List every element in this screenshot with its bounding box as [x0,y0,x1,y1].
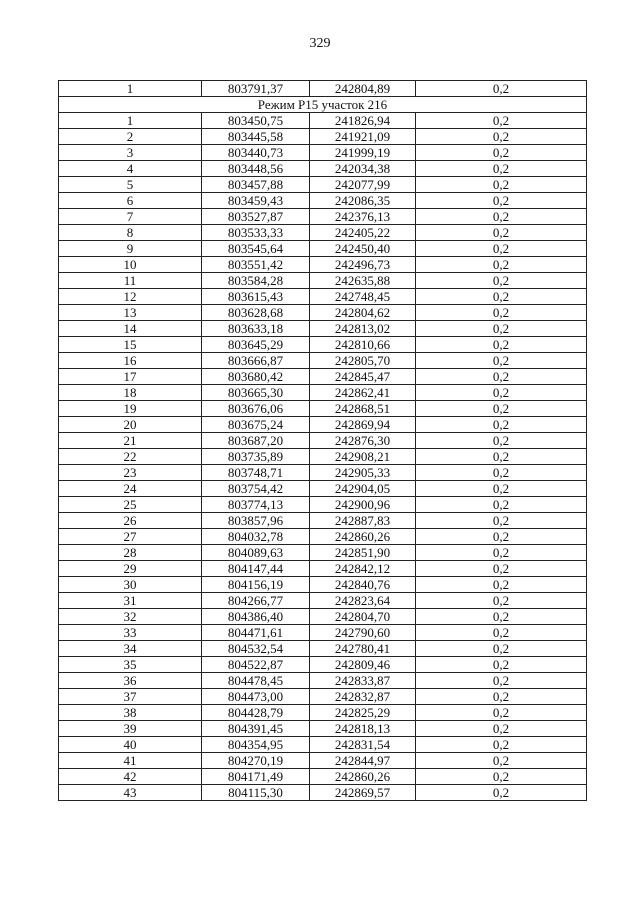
value-cell: 0,2 [416,497,587,513]
value-cell: 0,2 [416,449,587,465]
value-cell: 0,2 [416,81,587,97]
value-cell: 0,2 [416,209,587,225]
table-row [59,353,587,369]
section-title: Режим Р15 участок 216 [59,97,587,113]
y-coordinate-cell: 242900,96 [310,497,416,513]
table-row [59,657,587,673]
x-coordinate-cell: 804115,30 [202,785,310,801]
x-coordinate-cell: 804171,49 [202,769,310,785]
y-coordinate-cell: 242844,97 [310,753,416,769]
table-row [59,481,587,497]
coordinates-table-body [59,81,587,801]
y-coordinate-cell: 242818,13 [310,721,416,737]
value-cell: 0,2 [416,481,587,497]
value-cell: 0,2 [416,273,587,289]
x-coordinate-cell: 804147,44 [202,561,310,577]
y-coordinate-cell: 242450,40 [310,241,416,257]
table-row [59,705,587,721]
table-row [59,161,587,177]
y-coordinate-cell: 242496,73 [310,257,416,273]
y-coordinate-cell: 242804,70 [310,609,416,625]
table-row [59,305,587,321]
x-coordinate-cell: 804266,77 [202,593,310,609]
value-cell: 0,2 [416,145,587,161]
table-row [59,81,587,97]
y-coordinate-cell: 242905,33 [310,465,416,481]
y-coordinate-cell: 242862,41 [310,385,416,401]
x-coordinate-cell: 803774,13 [202,497,310,513]
table-row [59,321,587,337]
value-cell: 0,2 [416,705,587,721]
point-number-cell: 4 [59,161,202,177]
y-coordinate-cell: 242842,12 [310,561,416,577]
x-coordinate-cell: 803675,24 [202,417,310,433]
table-row [59,113,587,129]
value-cell: 0,2 [416,769,587,785]
x-coordinate-cell: 803448,56 [202,161,310,177]
point-number-cell: 23 [59,465,202,481]
x-coordinate-cell: 803445,58 [202,129,310,145]
point-number-cell: 41 [59,753,202,769]
table-row [59,257,587,273]
page-number: 329 [309,36,331,51]
value-cell: 0,2 [416,657,587,673]
point-number-cell: 28 [59,545,202,561]
point-number-cell: 2 [59,129,202,145]
coordinates-table [58,80,587,801]
x-coordinate-cell: 803457,88 [202,177,310,193]
value-cell: 0,2 [416,257,587,273]
y-coordinate-cell: 242876,30 [310,433,416,449]
value-cell: 0,2 [416,289,587,305]
table-row [59,177,587,193]
y-coordinate-cell: 242860,26 [310,529,416,545]
point-number-cell: 39 [59,721,202,737]
table-row [59,369,587,385]
y-coordinate-cell: 242813,02 [310,321,416,337]
y-coordinate-cell: 242086,35 [310,193,416,209]
value-cell: 0,2 [416,305,587,321]
point-number-cell: 32 [59,609,202,625]
point-number-cell: 42 [59,769,202,785]
x-coordinate-cell: 803666,87 [202,353,310,369]
table-row [59,465,587,481]
value-cell: 0,2 [416,465,587,481]
point-number-cell: 27 [59,529,202,545]
x-coordinate-cell: 803665,30 [202,385,310,401]
table-row [59,721,587,737]
point-number-cell: 36 [59,673,202,689]
y-coordinate-cell: 242840,76 [310,577,416,593]
point-number-cell: 21 [59,433,202,449]
x-coordinate-cell: 803735,89 [202,449,310,465]
value-cell: 0,2 [416,113,587,129]
value-cell: 0,2 [416,545,587,561]
point-number-cell: 34 [59,641,202,657]
x-coordinate-cell: 803450,75 [202,113,310,129]
value-cell: 0,2 [416,513,587,529]
value-cell: 0,2 [416,689,587,705]
table-row [59,529,587,545]
point-number-cell: 7 [59,209,202,225]
point-number-cell: 10 [59,257,202,273]
value-cell: 0,2 [416,785,587,801]
value-cell: 0,2 [416,641,587,657]
x-coordinate-cell: 804471,61 [202,625,310,641]
x-coordinate-cell: 804156,19 [202,577,310,593]
y-coordinate-cell: 242034,38 [310,161,416,177]
point-number-cell: 13 [59,305,202,321]
value-cell: 0,2 [416,193,587,209]
x-coordinate-cell: 803633,18 [202,321,310,337]
table-row [59,385,587,401]
y-coordinate-cell: 242831,54 [310,737,416,753]
point-number-cell: 19 [59,401,202,417]
x-coordinate-cell: 803527,87 [202,209,310,225]
y-coordinate-cell: 242825,29 [310,705,416,721]
y-coordinate-cell: 242809,46 [310,657,416,673]
x-coordinate-cell: 804428,79 [202,705,310,721]
point-number-cell: 43 [59,785,202,801]
y-coordinate-cell: 242748,45 [310,289,416,305]
value-cell: 0,2 [416,417,587,433]
point-number-cell: 12 [59,289,202,305]
y-coordinate-cell: 242376,13 [310,209,416,225]
value-cell: 0,2 [416,561,587,577]
point-number-cell: 25 [59,497,202,513]
table-row [59,785,587,801]
value-cell: 0,2 [416,401,587,417]
value-cell: 0,2 [416,353,587,369]
point-number-cell: 1 [59,113,202,129]
value-cell: 0,2 [416,241,587,257]
x-coordinate-cell: 804478,45 [202,673,310,689]
value-cell: 0,2 [416,177,587,193]
table-row [59,689,587,705]
x-coordinate-cell: 803748,71 [202,465,310,481]
y-coordinate-cell: 242635,88 [310,273,416,289]
point-number-cell: 29 [59,561,202,577]
table-row [59,401,587,417]
value-cell: 0,2 [416,369,587,385]
x-coordinate-cell: 803615,43 [202,289,310,305]
y-coordinate-cell: 242833,87 [310,673,416,689]
x-coordinate-cell: 804532,54 [202,641,310,657]
point-number-cell: 1 [59,81,202,97]
y-coordinate-cell: 242869,57 [310,785,416,801]
x-coordinate-cell: 804089,63 [202,545,310,561]
table-row [59,209,587,225]
table-row [59,545,587,561]
table-row [59,769,587,785]
point-number-cell: 9 [59,241,202,257]
value-cell: 0,2 [416,129,587,145]
y-coordinate-cell: 242077,99 [310,177,416,193]
point-number-cell: 16 [59,353,202,369]
y-coordinate-cell: 241999,19 [310,145,416,161]
value-cell: 0,2 [416,737,587,753]
table-row [59,433,587,449]
x-coordinate-cell: 803645,29 [202,337,310,353]
x-coordinate-cell: 804270,19 [202,753,310,769]
value-cell: 0,2 [416,385,587,401]
point-number-cell: 40 [59,737,202,753]
table-row [59,417,587,433]
y-coordinate-cell: 242804,62 [310,305,416,321]
value-cell: 0,2 [416,593,587,609]
x-coordinate-cell: 803440,73 [202,145,310,161]
y-coordinate-cell: 242405,22 [310,225,416,241]
y-coordinate-cell: 242845,47 [310,369,416,385]
x-coordinate-cell: 803676,06 [202,401,310,417]
value-cell: 0,2 [416,433,587,449]
x-coordinate-cell: 804354,95 [202,737,310,753]
y-coordinate-cell: 241921,09 [310,129,416,145]
x-coordinate-cell: 803545,64 [202,241,310,257]
value-cell: 0,2 [416,321,587,337]
x-coordinate-cell: 803680,42 [202,369,310,385]
point-number-cell: 22 [59,449,202,465]
value-cell: 0,2 [416,673,587,689]
table-row [59,513,587,529]
x-coordinate-cell: 804522,87 [202,657,310,673]
table-row [59,737,587,753]
x-coordinate-cell: 803584,28 [202,273,310,289]
value-cell: 0,2 [416,161,587,177]
y-coordinate-cell: 242868,51 [310,401,416,417]
x-coordinate-cell: 803628,68 [202,305,310,321]
point-number-cell: 24 [59,481,202,497]
value-cell: 0,2 [416,225,587,241]
table-row [59,593,587,609]
table-row [59,145,587,161]
section-header-row [59,97,587,113]
y-coordinate-cell: 242869,94 [310,417,416,433]
table-row [59,497,587,513]
point-number-cell: 31 [59,593,202,609]
x-coordinate-cell: 803791,37 [202,81,310,97]
table-row [59,577,587,593]
y-coordinate-cell: 242823,64 [310,593,416,609]
value-cell: 0,2 [416,609,587,625]
table-row [59,289,587,305]
point-number-cell: 26 [59,513,202,529]
y-coordinate-cell: 242780,41 [310,641,416,657]
point-number-cell: 18 [59,385,202,401]
x-coordinate-cell: 804032,78 [202,529,310,545]
table-row [59,673,587,689]
table-row [59,193,587,209]
table-row [59,641,587,657]
x-coordinate-cell: 804473,00 [202,689,310,705]
x-coordinate-cell: 804386,40 [202,609,310,625]
x-coordinate-cell: 803459,43 [202,193,310,209]
y-coordinate-cell: 242904,05 [310,481,416,497]
point-number-cell: 37 [59,689,202,705]
table-row [59,337,587,353]
point-number-cell: 17 [59,369,202,385]
point-number-cell: 15 [59,337,202,353]
y-coordinate-cell: 242860,26 [310,769,416,785]
table-row [59,129,587,145]
point-number-cell: 38 [59,705,202,721]
value-cell: 0,2 [416,625,587,641]
point-number-cell: 8 [59,225,202,241]
point-number-cell: 33 [59,625,202,641]
x-coordinate-cell: 803687,20 [202,433,310,449]
point-number-cell: 14 [59,321,202,337]
point-number-cell: 3 [59,145,202,161]
table-row [59,609,587,625]
y-coordinate-cell: 242851,90 [310,545,416,561]
x-coordinate-cell: 803754,42 [202,481,310,497]
y-coordinate-cell: 242790,60 [310,625,416,641]
value-cell: 0,2 [416,529,587,545]
value-cell: 0,2 [416,721,587,737]
table-row [59,273,587,289]
x-coordinate-cell: 803533,33 [202,225,310,241]
x-coordinate-cell: 803857,96 [202,513,310,529]
point-number-cell: 6 [59,193,202,209]
table-row [59,561,587,577]
y-coordinate-cell: 242804,89 [310,81,416,97]
point-number-cell: 30 [59,577,202,593]
x-coordinate-cell: 803551,42 [202,257,310,273]
value-cell: 0,2 [416,753,587,769]
x-coordinate-cell: 804391,45 [202,721,310,737]
table-row [59,225,587,241]
value-cell: 0,2 [416,577,587,593]
table-row [59,241,587,257]
point-number-cell: 35 [59,657,202,673]
y-coordinate-cell: 242887,83 [310,513,416,529]
value-cell: 0,2 [416,337,587,353]
y-coordinate-cell: 242805,70 [310,353,416,369]
table-row [59,449,587,465]
table-row [59,753,587,769]
y-coordinate-cell: 241826,94 [310,113,416,129]
y-coordinate-cell: 242832,87 [310,689,416,705]
point-number-cell: 5 [59,177,202,193]
y-coordinate-cell: 242810,66 [310,337,416,353]
table-row [59,625,587,641]
point-number-cell: 11 [59,273,202,289]
y-coordinate-cell: 242908,21 [310,449,416,465]
point-number-cell: 20 [59,417,202,433]
